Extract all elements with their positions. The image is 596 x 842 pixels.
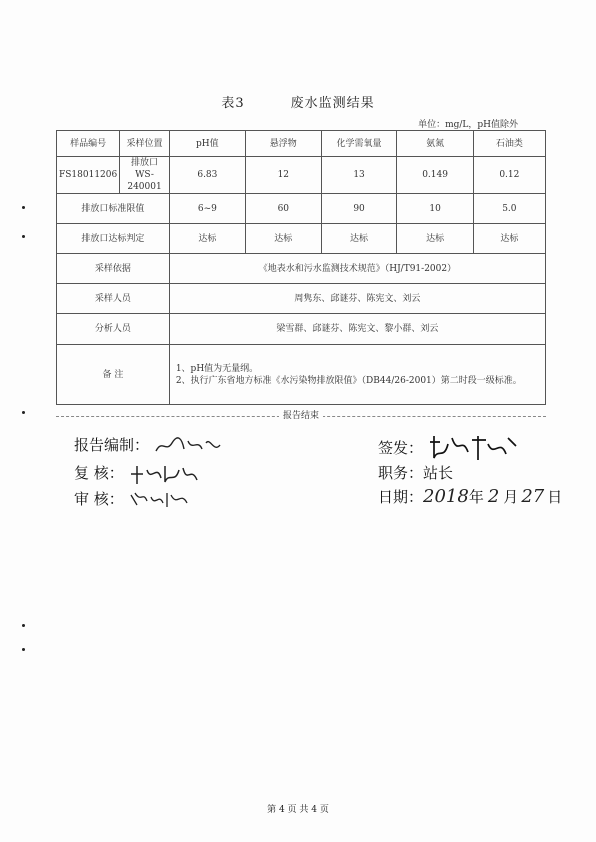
judge-cod: 达标	[321, 224, 397, 254]
page-footer: 第 4 页 共 4 页	[267, 805, 329, 815]
col-header-ammonia: 氨氮	[397, 131, 473, 157]
limit-ammonia: 10	[397, 194, 473, 224]
margin-dot	[22, 624, 25, 627]
margin-dot	[22, 235, 25, 238]
value-cod: 13	[321, 157, 397, 194]
table-number: 表3	[221, 96, 245, 111]
limit-label: 排放口标准限值	[57, 194, 170, 224]
limit-ss: 60	[245, 194, 321, 224]
value-ammonia: 0.149	[397, 157, 473, 194]
table-caption: 废水监测结果	[290, 96, 375, 111]
analysts-row	[57, 314, 546, 345]
date-row	[378, 486, 562, 507]
basis-row	[57, 254, 546, 284]
samplers-value: 周隽东、邱谜芬、陈宪文、刘云	[169, 284, 545, 314]
judge-row	[57, 224, 546, 254]
auditor-signature-icon	[129, 489, 191, 511]
date-label: 日期：	[378, 488, 424, 506]
day-char: 日	[547, 488, 563, 506]
position-row	[378, 462, 453, 483]
compiler-row	[74, 434, 224, 457]
samplers-row	[57, 284, 546, 314]
basis-value: 《地表水和污水监测技术规范》（HJ/T91-2002）	[169, 254, 545, 284]
samplers-label: 采样人员	[57, 284, 170, 314]
compiler-signature-icon	[154, 435, 224, 457]
value-ss: 12	[245, 157, 321, 194]
position-value: 站长	[423, 464, 454, 482]
unit-note: 单位：mg/L，pH值除外	[418, 120, 518, 130]
col-header-location: 采样位置	[120, 131, 170, 157]
report-end-divider	[56, 411, 546, 421]
remark-line-1: 1、pH值为无量纲。	[175, 363, 259, 374]
remarks-label: 备 注	[57, 345, 170, 405]
location-line1: 排放口	[131, 158, 159, 168]
value-oil: 0.12	[473, 157, 545, 194]
col-header-sample-id: 样品编号	[57, 131, 120, 157]
sample-row	[57, 157, 546, 194]
auditor-label: 审 核：	[74, 490, 124, 508]
margin-dot	[22, 206, 25, 209]
margin-dot	[22, 411, 25, 414]
col-header-cod: 化学需氧量	[321, 131, 397, 157]
results-table	[56, 130, 546, 405]
header-row	[57, 131, 546, 157]
analysts-value: 梁雪群、邱谜芬、陈宪文、黎小群、刘云	[169, 314, 545, 345]
signer-row	[378, 434, 520, 464]
reviewer-signature-icon	[129, 462, 199, 486]
judge-ss: 达标	[245, 224, 321, 254]
judge-ph: 达标	[169, 224, 245, 254]
remarks-value	[169, 345, 545, 405]
limit-row	[57, 194, 546, 224]
limit-oil: 5.0	[473, 194, 545, 224]
auditor-row	[74, 488, 191, 511]
month-char: 月	[503, 488, 519, 506]
year-char: 年	[468, 488, 484, 506]
limit-cod: 90	[321, 194, 397, 224]
judge-label: 排放口达标判定	[57, 224, 170, 254]
sample-location	[120, 157, 170, 194]
signer-label: 签发：	[378, 439, 424, 457]
signer-signature-icon	[428, 434, 520, 464]
report-end-text: 报告结束	[279, 411, 323, 421]
value-ph: 6.83	[169, 157, 245, 194]
date-day: 27	[521, 486, 545, 507]
analysts-label: 分析人员	[57, 314, 170, 345]
reviewer-row	[74, 462, 199, 486]
col-header-oil: 石油类	[473, 131, 545, 157]
limit-ph: 6~9	[169, 194, 245, 224]
position-label: 职务：	[378, 464, 424, 482]
date-year: 2018	[423, 486, 469, 507]
table-title	[0, 92, 596, 111]
reviewer-label: 复 核：	[74, 464, 124, 482]
remarks-row	[57, 345, 546, 405]
judge-ammonia: 达标	[397, 224, 473, 254]
remark-line-2: 2、执行广东省地方标准《水污染物排放限值》（DB44/26-2001）第二时段一级标准。	[175, 375, 522, 386]
col-header-ss: 悬浮物	[245, 131, 321, 157]
judge-oil: 达标	[473, 224, 545, 254]
basis-label: 采样依据	[57, 254, 170, 284]
compiler-label: 报告编制：	[74, 436, 150, 454]
col-header-ph: pH值	[169, 131, 245, 157]
location-line2: WS-240001	[127, 170, 162, 192]
sample-id: FS18011206	[57, 157, 120, 194]
date-month: 2	[487, 486, 500, 507]
margin-dot	[22, 648, 25, 651]
